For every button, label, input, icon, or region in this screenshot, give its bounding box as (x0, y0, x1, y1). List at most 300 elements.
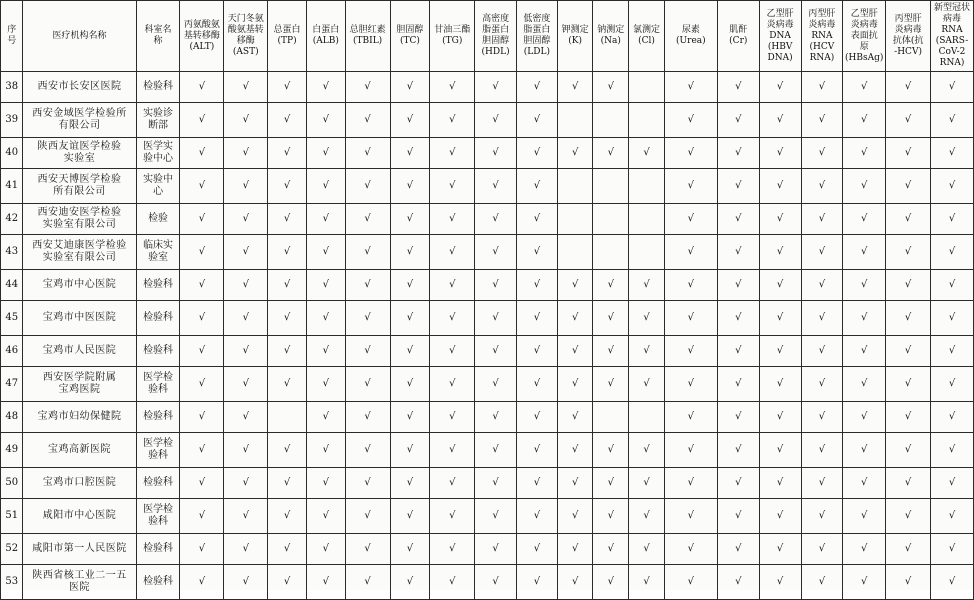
check-mark-icon: √ (607, 543, 614, 554)
check-cell (557, 138, 593, 169)
check-cell (759, 169, 801, 204)
check-mark-icon: √ (533, 543, 541, 554)
check-mark-icon: √ (776, 81, 784, 92)
check-mark-icon: √ (492, 312, 499, 323)
check-mark-icon: √ (364, 543, 371, 554)
check-mark-icon: √ (776, 576, 784, 587)
check-cell (430, 534, 475, 565)
column-header: 序 号 (1, 1, 23, 72)
check-cell (345, 169, 390, 204)
check-cell (843, 336, 886, 367)
table-row (1, 499, 974, 534)
check-mark-icon: √ (449, 180, 456, 191)
check-mark-icon: √ (449, 411, 456, 422)
check-cell (717, 367, 759, 402)
check-cell (557, 402, 593, 433)
check-mark-icon: √ (242, 180, 249, 191)
check-cell (717, 433, 759, 468)
check-cell (717, 72, 759, 103)
check-cell (390, 433, 430, 468)
institution-name: 西安艾迪康医学检验 实验室有限公司 (23, 235, 136, 270)
check-cell (593, 468, 629, 499)
check-mark-icon: √ (198, 345, 206, 356)
check-cell (517, 169, 558, 204)
check-cell (475, 169, 517, 204)
column-header: 丙型肝 炎病毒 抗体(抗 -HCV) (886, 1, 931, 72)
check-cell (345, 301, 390, 336)
check-mark-icon: √ (607, 477, 614, 488)
check-mark-icon: √ (776, 246, 784, 257)
check-cell (664, 499, 717, 534)
check-mark-icon: √ (492, 81, 499, 92)
check-mark-icon: √ (735, 147, 742, 158)
check-mark-icon: √ (687, 477, 695, 488)
check-mark-icon: √ (242, 114, 249, 125)
check-mark-icon: √ (904, 312, 912, 323)
check-mark-icon: √ (687, 345, 695, 356)
check-mark-icon: √ (687, 81, 695, 92)
check-cell (664, 402, 717, 433)
check-cell (517, 301, 558, 336)
check-mark-icon: √ (364, 147, 371, 158)
check-mark-icon: √ (283, 477, 291, 488)
check-cell (629, 235, 665, 270)
check-mark-icon: √ (533, 279, 541, 290)
check-cell (759, 103, 801, 138)
check-cell (268, 336, 307, 367)
check-mark-icon: √ (904, 180, 912, 191)
check-cell (886, 402, 931, 433)
check-mark-icon: √ (571, 444, 579, 455)
check-mark-icon: √ (406, 312, 414, 323)
check-mark-icon: √ (571, 312, 579, 323)
check-cell (475, 433, 517, 468)
check-cell (801, 468, 843, 499)
check-cell (931, 336, 974, 367)
check-cell (801, 534, 843, 565)
check-cell (268, 138, 307, 169)
check-mark-icon: √ (735, 312, 742, 323)
check-cell (931, 72, 974, 103)
check-cell (717, 301, 759, 336)
department-name: 检验科 (136, 72, 180, 103)
check-cell (224, 103, 268, 138)
department-name: 医学检 验科 (136, 433, 180, 468)
check-mark-icon: √ (776, 378, 784, 389)
check-cell (517, 534, 558, 565)
check-mark-icon: √ (322, 81, 329, 92)
check-cell (664, 103, 717, 138)
check-cell (759, 565, 801, 600)
check-mark-icon: √ (948, 312, 956, 323)
check-cell (268, 565, 307, 600)
check-cell (268, 468, 307, 499)
check-mark-icon: √ (449, 246, 456, 257)
check-mark-icon: √ (643, 510, 650, 521)
check-cell (306, 534, 345, 565)
check-cell (345, 433, 390, 468)
check-cell (517, 235, 558, 270)
check-mark-icon: √ (449, 576, 456, 587)
check-cell (801, 204, 843, 235)
check-cell (268, 499, 307, 534)
check-mark-icon: √ (948, 246, 956, 257)
check-mark-icon: √ (492, 378, 499, 389)
check-cell (517, 138, 558, 169)
check-cell (345, 534, 390, 565)
department-name: 检验科 (136, 336, 180, 367)
check-mark-icon: √ (533, 213, 541, 224)
check-mark-icon: √ (861, 147, 868, 158)
check-mark-icon: √ (449, 477, 456, 488)
check-cell (430, 235, 475, 270)
check-mark-icon: √ (533, 477, 541, 488)
check-mark-icon: √ (818, 312, 826, 323)
check-cell (593, 499, 629, 534)
check-cell (931, 235, 974, 270)
check-cell (557, 169, 593, 204)
check-mark-icon: √ (492, 345, 499, 356)
check-cell (759, 301, 801, 336)
table-row (1, 270, 974, 301)
check-cell (180, 336, 224, 367)
check-cell (593, 367, 629, 402)
check-mark-icon: √ (643, 279, 650, 290)
check-cell (430, 169, 475, 204)
check-cell (517, 402, 558, 433)
check-cell (931, 565, 974, 600)
check-cell (517, 103, 558, 138)
check-mark-icon: √ (406, 477, 414, 488)
row-number: 51 (1, 499, 23, 534)
check-mark-icon: √ (776, 477, 784, 488)
check-mark-icon: √ (776, 147, 784, 158)
check-mark-icon: √ (533, 180, 541, 191)
check-cell (390, 565, 430, 600)
check-mark-icon: √ (492, 543, 499, 554)
check-cell (306, 204, 345, 235)
check-cell (931, 367, 974, 402)
check-cell (886, 138, 931, 169)
check-cell (390, 103, 430, 138)
check-cell (306, 72, 345, 103)
check-cell (390, 468, 430, 499)
check-mark-icon: √ (364, 213, 371, 224)
check-mark-icon: √ (861, 345, 868, 356)
check-mark-icon: √ (406, 345, 414, 356)
check-mark-icon: √ (242, 378, 249, 389)
table-row (1, 204, 974, 235)
check-cell (931, 301, 974, 336)
institution-name: 陕西友谊医学检验 实验室 (23, 138, 136, 169)
department-name: 临床实 验室 (136, 235, 180, 270)
check-cell (180, 270, 224, 301)
check-cell (759, 499, 801, 534)
row-number: 43 (1, 235, 23, 270)
check-mark-icon: √ (687, 213, 695, 224)
check-cell (843, 270, 886, 301)
check-mark-icon: √ (322, 543, 329, 554)
check-mark-icon: √ (406, 378, 414, 389)
check-mark-icon: √ (406, 180, 414, 191)
check-mark-icon: √ (449, 114, 456, 125)
check-cell (801, 565, 843, 600)
check-mark-icon: √ (571, 147, 579, 158)
table-row (1, 301, 974, 336)
check-cell (306, 499, 345, 534)
check-mark-icon: √ (283, 81, 291, 92)
institution-name: 西安医学院附属 宝鸡医院 (23, 367, 136, 402)
check-mark-icon: √ (861, 576, 868, 587)
check-mark-icon: √ (406, 543, 414, 554)
table-row (1, 534, 974, 565)
check-mark-icon: √ (364, 411, 371, 422)
column-header: 医疗机构名称 (23, 1, 136, 72)
check-mark-icon: √ (904, 411, 912, 422)
check-cell (593, 169, 629, 204)
check-mark-icon: √ (533, 81, 541, 92)
check-cell (180, 433, 224, 468)
check-mark-icon: √ (198, 114, 206, 125)
check-mark-icon: √ (571, 81, 579, 92)
check-cell (306, 169, 345, 204)
check-cell (886, 270, 931, 301)
check-cell (664, 169, 717, 204)
check-cell (430, 270, 475, 301)
check-cell (268, 301, 307, 336)
check-mark-icon: √ (283, 543, 291, 554)
check-mark-icon: √ (735, 114, 742, 125)
check-cell (517, 270, 558, 301)
check-cell (390, 534, 430, 565)
check-mark-icon: √ (687, 147, 695, 158)
check-mark-icon: √ (818, 444, 826, 455)
column-header: 钾测定 (K) (557, 1, 593, 72)
row-number: 44 (1, 270, 23, 301)
check-mark-icon: √ (533, 510, 541, 521)
check-mark-icon: √ (687, 246, 695, 257)
check-cell (345, 72, 390, 103)
check-cell (345, 468, 390, 499)
check-mark-icon: √ (687, 312, 695, 323)
check-mark-icon: √ (322, 213, 329, 224)
column-header: 总蛋白 (TP) (268, 1, 307, 72)
check-cell (843, 468, 886, 499)
check-cell (475, 270, 517, 301)
check-cell (224, 336, 268, 367)
check-mark-icon: √ (861, 213, 868, 224)
check-cell (629, 402, 665, 433)
check-cell (430, 402, 475, 433)
check-mark-icon: √ (406, 81, 414, 92)
check-mark-icon: √ (449, 81, 456, 92)
check-mark-icon: √ (242, 81, 249, 92)
check-mark-icon: √ (818, 246, 826, 257)
check-cell (629, 204, 665, 235)
check-cell (180, 169, 224, 204)
check-cell (475, 72, 517, 103)
check-cell (629, 270, 665, 301)
check-cell (475, 138, 517, 169)
table-row (1, 565, 974, 600)
check-mark-icon: √ (571, 510, 579, 521)
check-mark-icon: √ (687, 114, 695, 125)
column-header: 尿素 (Urea) (664, 1, 717, 72)
check-mark-icon: √ (364, 279, 371, 290)
check-cell (801, 169, 843, 204)
check-mark-icon: √ (533, 444, 541, 455)
check-mark-icon: √ (687, 543, 695, 554)
check-cell (931, 103, 974, 138)
check-cell (801, 301, 843, 336)
check-cell (593, 534, 629, 565)
table-row (1, 103, 974, 138)
check-mark-icon: √ (607, 312, 614, 323)
check-mark-icon: √ (607, 576, 614, 587)
institution-name: 宝鸡高新医院 (23, 433, 136, 468)
check-cell (557, 433, 593, 468)
check-cell (306, 367, 345, 402)
check-mark-icon: √ (533, 378, 541, 389)
check-mark-icon: √ (571, 576, 579, 587)
check-mark-icon: √ (904, 114, 912, 125)
check-mark-icon: √ (818, 477, 826, 488)
check-cell (224, 204, 268, 235)
check-mark-icon: √ (198, 444, 206, 455)
check-mark-icon: √ (322, 312, 329, 323)
check-mark-icon: √ (322, 279, 329, 290)
check-cell (593, 138, 629, 169)
check-cell (843, 499, 886, 534)
check-cell (717, 138, 759, 169)
check-mark-icon: √ (904, 81, 912, 92)
check-mark-icon: √ (735, 444, 742, 455)
check-cell (843, 72, 886, 103)
check-mark-icon: √ (283, 576, 291, 587)
institution-name: 西安天博医学检验 所有限公司 (23, 169, 136, 204)
check-cell (557, 204, 593, 235)
check-cell (664, 204, 717, 235)
check-mark-icon: √ (198, 510, 206, 521)
row-number: 46 (1, 336, 23, 367)
check-cell (629, 301, 665, 336)
check-cell (180, 103, 224, 138)
row-number: 45 (1, 301, 23, 336)
check-cell (268, 270, 307, 301)
check-mark-icon: √ (364, 510, 371, 521)
check-mark-icon: √ (861, 81, 868, 92)
check-mark-icon: √ (364, 114, 371, 125)
check-mark-icon: √ (406, 576, 414, 587)
check-cell (629, 565, 665, 600)
check-mark-icon: √ (735, 345, 742, 356)
check-cell (345, 235, 390, 270)
check-cell (390, 138, 430, 169)
row-number: 50 (1, 468, 23, 499)
check-mark-icon: √ (283, 147, 291, 158)
check-mark-icon: √ (776, 279, 784, 290)
check-cell (268, 534, 307, 565)
table-row (1, 433, 974, 468)
header-row (1, 1, 974, 72)
check-cell (268, 72, 307, 103)
check-mark-icon: √ (735, 246, 742, 257)
check-cell (224, 402, 268, 433)
check-mark-icon: √ (242, 444, 249, 455)
check-mark-icon: √ (449, 345, 456, 356)
check-cell (843, 301, 886, 336)
check-mark-icon: √ (198, 411, 206, 422)
check-cell (843, 402, 886, 433)
check-mark-icon: √ (449, 543, 456, 554)
check-mark-icon: √ (818, 180, 826, 191)
check-mark-icon: √ (406, 147, 414, 158)
check-mark-icon: √ (492, 444, 499, 455)
check-cell (180, 301, 224, 336)
row-number: 40 (1, 138, 23, 169)
check-mark-icon: √ (818, 147, 826, 158)
check-cell (759, 235, 801, 270)
department-name: 实验诊 断部 (136, 103, 180, 138)
column-header: 科室名 称 (136, 1, 180, 72)
check-cell (629, 468, 665, 499)
check-mark-icon: √ (861, 477, 868, 488)
check-cell (717, 336, 759, 367)
check-cell (430, 565, 475, 600)
check-cell (593, 402, 629, 433)
check-cell (629, 336, 665, 367)
check-mark-icon: √ (904, 345, 912, 356)
check-mark-icon: √ (818, 81, 826, 92)
check-mark-icon: √ (735, 180, 742, 191)
check-cell (717, 402, 759, 433)
check-mark-icon: √ (687, 411, 695, 422)
check-mark-icon: √ (735, 411, 742, 422)
check-cell (345, 499, 390, 534)
check-mark-icon: √ (776, 213, 784, 224)
check-mark-icon: √ (687, 576, 695, 587)
check-mark-icon: √ (322, 180, 329, 191)
check-mark-icon: √ (322, 147, 329, 158)
check-mark-icon: √ (948, 576, 956, 587)
check-mark-icon: √ (449, 312, 456, 323)
check-mark-icon: √ (198, 279, 206, 290)
check-cell (557, 534, 593, 565)
check-mark-icon: √ (242, 477, 249, 488)
check-cell (306, 336, 345, 367)
column-header: 丙氨酸氨 基转移酶 (ALT) (180, 1, 224, 72)
check-mark-icon: √ (449, 279, 456, 290)
check-mark-icon: √ (364, 378, 371, 389)
check-mark-icon: √ (322, 345, 329, 356)
check-cell (664, 468, 717, 499)
check-cell (430, 103, 475, 138)
check-cell (557, 270, 593, 301)
department-name: 医学检 验科 (136, 499, 180, 534)
check-mark-icon: √ (283, 345, 291, 356)
check-mark-icon: √ (449, 510, 456, 521)
institution-name: 西安迪安医学检验 实验室有限公司 (23, 204, 136, 235)
check-mark-icon: √ (861, 510, 868, 521)
check-cell (931, 204, 974, 235)
check-cell (843, 169, 886, 204)
check-mark-icon: √ (861, 378, 868, 389)
institution-name: 西安金域医学检验所 有限公司 (23, 103, 136, 138)
check-cell (390, 402, 430, 433)
check-cell (886, 204, 931, 235)
check-cell (801, 499, 843, 534)
check-cell (717, 565, 759, 600)
